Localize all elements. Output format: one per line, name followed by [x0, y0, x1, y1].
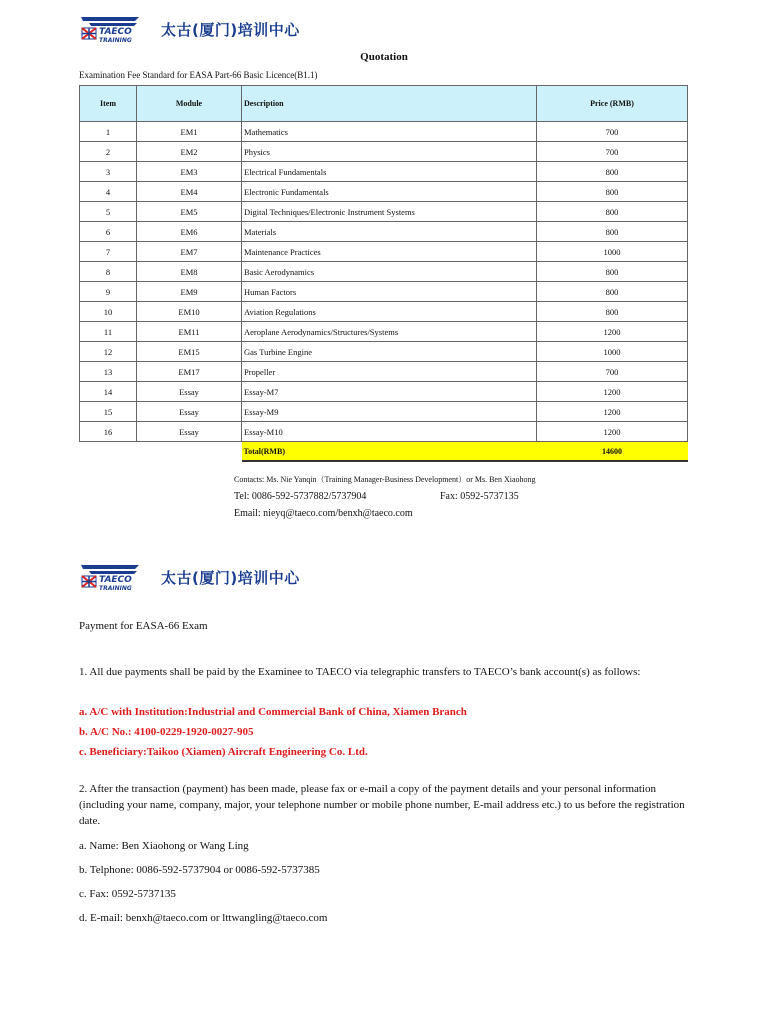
row-module: EM7 [137, 242, 242, 262]
row-price: 700 [537, 122, 688, 142]
row-price: 1200 [537, 402, 688, 422]
total-label: Total(RMB) [242, 442, 537, 462]
contact-name: a. Name: Ben Xiaohong or Wang Ling [79, 840, 249, 852]
col-header-module: Module [137, 86, 242, 122]
table-row [80, 282, 688, 302]
table-row [80, 122, 688, 142]
row-item: 12 [80, 342, 137, 362]
svg-text:TRAINING: TRAINING [99, 37, 132, 44]
row-module: EM8 [137, 262, 242, 282]
table-row [80, 142, 688, 162]
row-price: 700 [537, 362, 688, 382]
row-module: EM10 [137, 302, 242, 322]
row-module: EM11 [137, 322, 242, 342]
row-item: 4 [80, 182, 137, 202]
row-module: EM17 [137, 362, 242, 382]
row-price: 1000 [537, 342, 688, 362]
row-item: 6 [80, 222, 137, 242]
row-module: Essay [137, 402, 242, 422]
row-module: EM6 [137, 222, 242, 242]
row-description: Essay-M10 [242, 422, 537, 442]
row-module: EM1 [137, 122, 242, 142]
table-row [80, 382, 688, 402]
row-module: EM9 [137, 282, 242, 302]
quotation-title: Quotation [360, 51, 408, 63]
payment-paragraph-2: 2. After the transaction (payment) has been made, please fax or e-mail a copy of the payment details and your personal information (including your name, company, major, your telephone number or mobile phone number, E-mail address etc.) to us before the registration date. [79, 783, 685, 827]
row-price: 1200 [537, 382, 688, 402]
row-item: 16 [80, 422, 137, 442]
table-row [80, 402, 688, 422]
table-row [80, 262, 688, 282]
row-module: Essay [137, 382, 242, 402]
row-module: EM5 [137, 202, 242, 222]
contact-fax: c. Fax: 0592-5737135 [79, 888, 176, 900]
row-item: 7 [80, 242, 137, 262]
row-item: 14 [80, 382, 137, 402]
total-value: 14600 [537, 442, 688, 462]
telephone-line: Tel: 0086-592-5737882/5737904 [234, 491, 367, 502]
fee-table-header [80, 86, 688, 122]
row-description: Essay-M7 [242, 382, 537, 402]
row-item: 15 [80, 402, 137, 422]
bank-institution: a. A/C with Institution:Industrial and Commercial Bank of China, Xiamen Branch [79, 706, 467, 718]
svg-text:TRAINING: TRAINING [99, 585, 132, 592]
row-item: 5 [80, 202, 137, 222]
row-price: 1200 [537, 322, 688, 342]
email-line: Email: nieyq@taeco.com/benxh@taeco.com [234, 508, 413, 519]
row-price: 800 [537, 162, 688, 182]
row-description: Basic Aerodynamics [242, 262, 537, 282]
contact-telephone: b. Telphone: 0086-592-5737904 or 0086-592-5737385 [79, 864, 320, 876]
row-item: 2 [80, 142, 137, 162]
taeco-logo-mark-icon [79, 14, 159, 44]
row-item: 8 [80, 262, 137, 282]
table-row [80, 302, 688, 322]
row-description: Electronic Fundamentals [242, 182, 537, 202]
row-description: Human Factors [242, 282, 537, 302]
table-row [80, 362, 688, 382]
taeco-logo-mark-icon [79, 562, 159, 592]
contacts-line: Contacts: Ms. Nie Yanqin（Training Manager-Business Development）or Ms. Ben Xiaohong [234, 475, 536, 484]
svg-text:TAECO: TAECO [99, 575, 132, 585]
bank-beneficiary: c. Beneficiary:Taikoo (Xiamen) Aircraft Engineering Co. Ltd. [79, 746, 368, 758]
row-price: 800 [537, 302, 688, 322]
table-row [80, 322, 688, 342]
payment-title: Payment for EASA-66 Exam [79, 620, 208, 632]
table-row [80, 222, 688, 242]
row-description: Electrical Fundamentals [242, 162, 537, 182]
payment-paragraph-1: 1. All due payments shall be paid by the Examinee to TAECO via telegraphic transfers to TAECO’s bank account(s) as follows: [79, 666, 641, 678]
row-module: EM3 [137, 162, 242, 182]
training-center-name: 太古(厦门)培训中心 [161, 20, 300, 39]
row-item: 9 [80, 282, 137, 302]
row-description: Propeller [242, 362, 537, 382]
table-row [80, 182, 688, 202]
row-price: 700 [537, 142, 688, 162]
row-price: 800 [537, 202, 688, 222]
total-spacer [80, 442, 137, 462]
svg-text:TAECO: TAECO [99, 27, 132, 37]
col-header-description: Description [242, 86, 537, 122]
row-item: 13 [80, 362, 137, 382]
total-row [80, 442, 688, 462]
row-price: 800 [537, 182, 688, 202]
row-module: EM15 [137, 342, 242, 362]
table-row [80, 202, 688, 222]
row-item: 11 [80, 322, 137, 342]
fee-table [79, 85, 688, 462]
row-price: 800 [537, 222, 688, 242]
col-header-price: Price (RMB) [537, 86, 688, 122]
col-header-item: Item [80, 86, 137, 122]
row-price: 800 [537, 282, 688, 302]
row-price: 1000 [537, 242, 688, 262]
row-description: Aviation Regulations [242, 302, 537, 322]
row-description: Aeroplane Aerodynamics/Structures/Systems [242, 322, 537, 342]
row-item: 10 [80, 302, 137, 322]
table-row [80, 422, 688, 442]
row-description: Physics [242, 142, 537, 162]
row-description: Maintenance Practices [242, 242, 537, 262]
row-item: 3 [80, 162, 137, 182]
taeco-logo-bottom [79, 562, 300, 592]
fee-standard-subtitle: Examination Fee Standard for EASA Part-66 Basic Licence(B1.1) [79, 70, 318, 80]
row-description: Gas Turbine Engine [242, 342, 537, 362]
row-module: Essay [137, 422, 242, 442]
row-description: Digital Techniques/Electronic Instrument Systems [242, 202, 537, 222]
row-description: Mathematics [242, 122, 537, 142]
taeco-logo-top [79, 14, 300, 44]
table-row [80, 342, 688, 362]
row-item: 1 [80, 122, 137, 142]
table-row [80, 162, 688, 182]
training-center-name: 太古(厦门)培训中心 [161, 568, 300, 587]
contact-email: d. E-mail: benxh@taeco.com or lttwangling@taeco.com [79, 912, 328, 924]
row-description: Materials [242, 222, 537, 242]
row-module: EM4 [137, 182, 242, 202]
row-module: EM2 [137, 142, 242, 162]
bank-account-number: b. A/C No.: 4100-0229-1920-0027-905 [79, 726, 254, 738]
row-description: Essay-M9 [242, 402, 537, 422]
total-spacer [137, 442, 242, 462]
table-row [80, 242, 688, 262]
fax-line: Fax: 0592-5737135 [440, 491, 519, 502]
row-price: 800 [537, 262, 688, 282]
row-price: 1200 [537, 422, 688, 442]
